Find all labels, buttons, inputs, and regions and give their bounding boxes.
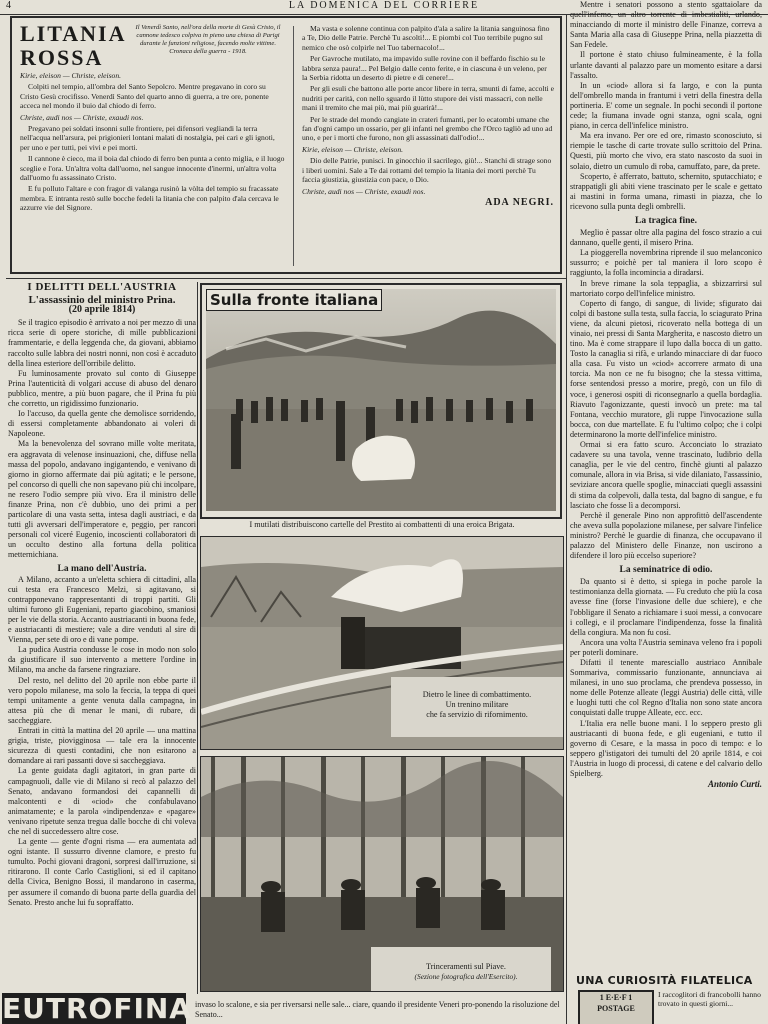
bottom-continuation-text (195, 1000, 567, 1024)
caption2-line1: Dietro le linee di combattimento. (422, 690, 532, 699)
paragraph: Meglio è passar oltre alla pagina del fosco strazio a cui dannano, quelle genti, il misero Prina. (570, 228, 762, 248)
litania-right-column (302, 22, 554, 272)
photo-piave-caption (372, 962, 560, 982)
paragraph: Difatti il tenente maresciallo austriaco Annibale Sommariva, commissario funzionante, annunciava ai milanesi, in uno suo proclama, che prendeva possesso, in nome delle Potenze alleate (leggi Austria) delle città, ville e luoghi tutti che col Regno d'Italia non sono state ancora conquistati dalle truppe Alleate, ecc. ecc. (570, 658, 762, 718)
article-body-1 (8, 318, 196, 560)
litania-rossa-box (10, 16, 562, 274)
paragraph: La gente guidata dagli agitatori, in gran parte di campagnuoli, dalle vie di Milano si recò al palazzo del Senato, andavano formandosi dei capannelli di malcontenti e di «ciod» che confabulavano animatamente; e la parola «indipendenza» e «pagare» venivano ripetute senza tregua dalle bocche di chi voleva che nel di succedessero altre cose. (8, 766, 196, 836)
litania-stanza: Per Gavroche mutilato, ma impavido sulle rovine con il beffardo fischio su le labbra senza paura!... Pel Belgio dalle cento ferite, e in ciascuna è un veleno, per la Serbia ridotta un deserto di pietre e di cenere!... (302, 54, 547, 83)
paragraph: Ancora una volta l'Austria seminava veleno fra i popoli per poterli dominare. (570, 637, 762, 657)
litania-stanza: Il cannone è cieco, ma il boia dal chiodo di ferro ben punta a cento miglia, e il luogo sceglie e l'ora. Un'altra volta dall'uomo, nel sangue innocente d'inermi, un'altra volta dall'uomo fu assassinato Cristo. (20, 154, 285, 183)
paragraph: Ma era invano. Per ore ed ore, rimasto sconosciuto, si riempie le tasche di carte trovate sullo scrittoio del Prina. Questi, più morto che vivo, era stato nascosto da suoi in solaio, dietro un cumulo di roba, camuffato, pare, da prete. (570, 131, 762, 171)
subheadline-tragica-fine: La tragica fine. (634, 215, 697, 226)
litania-ritornello: Christe, audi nos — Christe, exaudi nos. (20, 112, 144, 122)
caption2-line3: che fa servizio di rifornimento. (426, 710, 528, 719)
litania-title: LITANIA ROSSA (20, 22, 126, 70)
article-date: (20 aprile 1814) (68, 304, 136, 316)
article-prina-continuation (570, 0, 762, 970)
litania-stanza: Dio delle Patrie, punisci. In ginocchio il sacrilego, giù!... Stanchi di strage sono i liberi uomini. Sale a Te dai rottami del tempio la litania dei morti perchè Tu faccia giustizia, giustizia con pace, o Dio. (302, 156, 552, 185)
litania-ritornello: Kirie, eleison — Christe, eleison. (302, 144, 404, 154)
column-rule-right (566, 14, 567, 1024)
eutrofina-ad: EUTROFINA (2, 992, 192, 1024)
horizontal-rule (6, 278, 566, 279)
litania-ritornello: Kirie, eleison — Christe, eleison. (20, 71, 122, 80)
photo-brigata-caption: I mutilati distribuiscono cartelle del Prestito ai combattenti di una eroica Brigata. (249, 520, 515, 529)
litania-intro-source: Cronaca della guerra - 1918. (169, 48, 247, 55)
article-prina (8, 282, 196, 990)
photo-brigata (206, 289, 556, 511)
paragraph: L'Italia era nelle buone mani. I lo seppero presto gli austriacanti di buona fede, e gli eugeniani, e tutto il governo di Cesare, e la massa in poco di tempo: e lo seppero gl'istigatori dei tumulti del 20 aprile 1814, e coi l'Austria in luogo di processi, di catene e del calvario dello Spielberg. (570, 718, 762, 779)
litania-signature: ADA NEGRI. (485, 196, 554, 208)
paragraph: La gente — gente d'ogni risma — era aumentata ad ogni istante. Il sussurro divenne clamore, e presto fu tumulto. Pochi giovani dragoni, sorpresi dall'irruzione, si ritirarono. Il conte Carlo Castiglioni, si ed il capitano della Civica, Benigno Bossi, il mandarono in caserma, per assumere il comando di buona parte della guardia del Senato. Presto anche lui fu sopraffatto. (8, 837, 196, 907)
paragraph: Entrati in città la mattina del 20 aprile — una mattina grigia, triste, piovigginosa — tale era la innocente sicurezza di questi contadini, che non esitarono a domandare ai rari passanti dove si saccheggiava. (8, 726, 196, 766)
paragraph: Scoperto, è afferrato, battuto, schernito, sputacchiato; e strappatigli gli abiti viene trascinato per le scale e gettato ai mastini in forma umana, rimasti in piazza, che lo ricevono sulla punta degli ombrelli. (570, 171, 762, 211)
section-title-fronte: Sulla fronte italiana (206, 289, 382, 311)
litania-ritornello: Christe, audi nos — Christe, exaudi nos. (302, 186, 426, 196)
photo-trenino-caption (392, 690, 562, 720)
litania-stanza: Colpiti nel tempio, all'ombra del Santo Sepolcro. Mentre pregavano in coro su Cristo Gesù crocifisso. Venerdì Santo del quarto anno di guerra, a tre ore, ponente acceca nel mondo il buio dal chiodo di ferro. (20, 82, 269, 111)
paragraph: La pudica Austria condusse le cose in modo non solo da giustificare il suo intervento a mettere l'ordine in Milano, ma anche da farsene ringraziare. (8, 645, 196, 675)
paragraph: In breve rimane la sola teppaglia, a sbizzarrirsi sul martoriato corpo dell'infelice ministro. (570, 278, 762, 298)
paragraph: La pioggerella novembrina riprende il suo melanconico sussurro; e poichè per tal maniera il loro scopo è raggiunto, la folla incomincia a diradarsi. (570, 248, 762, 278)
litania-intro-text: Il Venerdì Santo, nell'ora della morte di Gesù Cristo, il cannone tedesco colpiva in pieno una chiesa di Parigi durante le funzioni religiose, facendo molte vittime. (135, 24, 281, 47)
paragraph: Ma la benevolenza del sovrano mille volte meritata, era aggravata di velenose insinuazioni, che, diffuse nella massa del popolo, andavano ingigantendo, e venivano di giorno in giorno affermate dai più agitati; e le persone, pel concorso di quelli che non sapevano più chi incolpare, ne resero l'odio sempre più vivo. Era il ministro delle finanze Prina, non c'è dubbio, uno dei primi a per particolare di una vasta setta, intesa dagli austriaci, e da tutti gli avversari dell'imperatore e, peggio, per rancori personali col viceré Eugenio, incoscienti collaboratori di un occulto destino alla fortuna della politica metternichiana. (8, 439, 196, 560)
litania-stanza: Per le strade del mondo cangiate in crateri fumanti, per lo ecatombi umane che fan d'ogni campo un ossario, per gli infanti nel grembo che l'Orco tagliò ad uno ad uno, e per i morti che furono, non gli assassinati dall'odio!... (302, 114, 553, 143)
stamp-text: 1 E·E·F 1 POSTAGE (597, 993, 635, 1013)
paragraph: Io l'accuso, da quella gente che demolisce sorridendo, di essersi completamente abbandonato ai voleri di Napoleone. (8, 409, 196, 439)
litania-separator (293, 26, 294, 266)
continuation-body-3 (570, 577, 762, 779)
article-kicker: I DELITTI DELL'AUSTRIA (27, 282, 177, 293)
newspaper-name: LA DOMENICA DEL CORRIERE (288, 0, 480, 11)
paragraph: Coperto di fango, di sangue, di livide; sfigurato dai colpi di bastone sulla testa, sulla faccia, lo sciagurato Prina viene, da alcuni pietosi, ricoverato nella bottega di un vinaio, nei pressi di Santa Margherita, e nascosto dietro un tino. Ma è come strappare il lupo dalla bocca di un gatto. Tosto la canaglia si rifà, e urlando minacciare di dar fuoco alla casa. Fu visto un «ciod» accorrere armato di una torcia. Ma non ce ne fu bisogno; che la stessa vittima, forse sentendosi presso a morire, pregò, con un filo di voce, i generosi ospiti di riconsegnarlo a quella bordaglia. Riavuto l'agonizzante, questi invocò un prete: ma tal Fontana, vecchio muratore, gli ruppe l'invocazione sulla bocca, con due martellate. E fu l'ultimo colpo; che i colpi determinarono la morte dell'infelice ministro. (570, 298, 762, 439)
paragraph: In un «ciod» allora si fa largo, e con la punta dell'ombrello manda in frantumi i vetri della finestra della portineria. E' come un segnale. In pochi secondi il portone cede; la fiumana invade ogni stanza, ogni scala, ogni piano, in cerca dell'infelice ministro. (570, 80, 762, 131)
filatelica-box (576, 974, 766, 1024)
stamp-image (578, 990, 654, 1024)
litania-left-stanzas (20, 71, 286, 213)
article-subheadline: La mano dell'Austria. (57, 563, 147, 574)
paragraph: Fu luminosamente provato sul conto di Giuseppe Prina l'autenticità di volgari accuse di abuso del denaro pubblico, mentre, a più buon pagare, che il Prina fu più che corretto, un rigidissimo funzionario. (8, 368, 196, 409)
subheadline-seminatrice: La seminatrice di odio. (619, 565, 713, 576)
paragraph: Da quanto si è detto, si spiega in poche parole la testimonianza della giornata. — Fu creduto che più la cosa avesse fine (forse l'invasione delle due schiere), e che l'obbligare il Senato a richiamare i suoi messi, a convocare i collegi, e il proclamare l'indipendenza, fosse la finalità della congiura. Ma non fu così. (570, 577, 762, 637)
paragraph: Perchè il generale Pino non approfittò dell'ascendente che aveva sulla popolazione milanese, per salvare l'infelice ministro? Perchè le guardie di finanza, che occupavano il palazzo del Ministero delle Finanze, non uscirono a difendere il loro più eccelso superiore? (570, 510, 762, 561)
paragraph: Mentre i senatori possono a stento sgattaiolare da quell'inferno, un altro torrente di imbestialiti, urlando, minacciando di morte il ministro delle Finanze, correva a Santa Maria alla casa di Giuseppe Prina, nella piazzetta di San Fedele. (570, 0, 762, 50)
litania-left-column (20, 22, 286, 272)
article-author: Antonio Curti. (707, 779, 762, 790)
article-headline: L'assassinio del ministro Prina. (28, 294, 176, 307)
paragraph: Del resto, nel delitto del 20 aprile non ebbe parte il vero popolo milanese, ma solo la feccia, la teppa di quei tempi unitamente a gente venuta dalla campagna, in attesa più che di menar le mani, di rubare, di saccheggiare. (8, 675, 196, 725)
caption3-title: Trinceramenti sul Piave. (426, 962, 506, 971)
filatelica-text: I raccoglitori di francobolli hanno trovato in questi giorni... (658, 990, 761, 1009)
photo-brigata-frame (200, 283, 562, 519)
page-number: 4 (6, 0, 13, 11)
paragraph: A Milano, accanto a un'eletta schiera di cittadini, alla cui testa era Francesco Melzi, si agitavano, si contrapponevano rappresentanti di troppi partiti. Gli ultimi furono gli Eugeniani, reparto giacobino, smaniosi per le vie della storia. Accanto austriacanti in buona fede, e austriacanti di mestiere; vale a dire venduti al sire di Vienna, per sete di oro e di vane pompe. (8, 574, 196, 645)
column-rule-left (197, 282, 198, 994)
litania-stanza: E fu polluto l'altare e con fragor di valanga rusinò la vòlta del tempio su fracassate membra. E intranta restò sulle bocche fedeli la litania che con palpito d'ala cercava le azzurre vie del Signore. (20, 184, 279, 213)
paragraph: Se il tragico episodio è arrivato a noi per mezzo di una ricca serie di opere storiche, di mille pubblicazioni frammentarie, e della leggenda che, da giovani, abbiamo raccolto sulle labbra dei nostri nonni, non così è accaduto della linea esteriore dell'orribile delitto. (8, 318, 196, 368)
litania-stanza: Pregavano pei soldati insonni sulle frontiere, pei difensori vegliandi la terra nell'acqua nell'arsura, pei prigionieri lontani malati di nostalgia, pei cari e gli ignoti, per uno e per tutti, pei vivi e pei morti. (20, 124, 275, 152)
caption2-line2: Un trenino militare (445, 700, 509, 709)
photo-piave (200, 756, 564, 992)
continuation-body-2 (570, 228, 762, 561)
filatelica-title: UNA CURIOSITÀ FILATELICA (576, 974, 753, 987)
litania-stanza: Ma vasta e solenne continua con palpito d'ala a salire la litania sanguinosa fino a Te, Dio delle Patrie. Perchè Tu ascolti!... E piombi col Tuo terribile pugno sul nemico che osò colpirle nel Tuo tabernacolo!... (302, 24, 550, 52)
caption3-credit: (Sezione fotografica dell'Esercito). (414, 972, 518, 981)
article-body-2 (8, 575, 196, 908)
litania-right-stanzas (302, 24, 554, 196)
bottom-right-snippet: ciare, quando il presidente Veneri pro-ponendo la risoluzione del Senato... (195, 1000, 560, 1019)
paragraph: Il portone è stato chiuso fulmineamente, è la folla urlante davanti al palazzo pare un momento esitare a darsi l'assalto. (570, 50, 762, 80)
continuation-body-1 (570, 0, 762, 212)
paragraph: Ormai si era fatto scuro. Acconciato lo straziato cadavere su una tavola, venne trascinato, ludibrio della canaglia, per le vie del centro, finchè giunti al palazzo comunale, allora in via Brisa, si vide dilaniato, l'assassinio, seviziare ancora quelle spoglie, minacciati quegli assassini di stima da colpevoli, dalla testa, dal bagno di sangue, e fu lasciato che fosse lì a decomporsi. (570, 440, 762, 510)
litania-stanza: Per gli esuli che battono alle porte ancor libere in terra, smunti di fame, accolti e nudriti per carità, con nello sguardo il lùtto stupore dei visti massacri, con nelle mani il tremito che mai più, mai più guarirà!... (302, 84, 554, 113)
bottom-left-snippet: invaso lo scalone, e sia per riversarsi nelle sale... (195, 1000, 351, 1009)
